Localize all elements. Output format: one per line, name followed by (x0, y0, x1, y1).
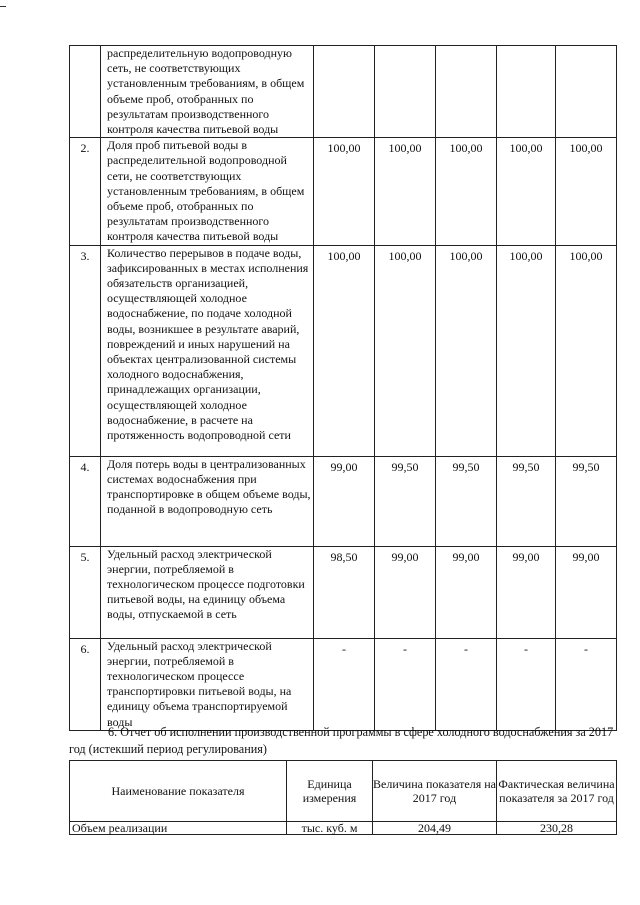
value-cell: 99,50 (375, 456, 436, 546)
indicator-name: Удельный расход электрической энергии, потребляемой в технологическом процессе транспортировки питьевой воды, на единицу объема транспортируемой воды (101, 638, 314, 730)
row-number: 4. (70, 456, 101, 546)
value-cell: - (436, 638, 497, 730)
table-row (70, 638, 617, 730)
value-cell: 100,00 (436, 245, 497, 456)
value-cell: 99,00 (375, 546, 436, 638)
value-cell: - (497, 638, 556, 730)
table-row (70, 822, 617, 835)
header-row (70, 761, 617, 822)
indicator-name: Количество перерывов в подаче воды, зафиксированных в местах исполнения обязательств организацией, осуществляющей холодное водоснабжение, по подаче холодной воды, возникшее в результате аварий, повреждений и иных нарушений на объектах централизованной системы холодного водоснабжения, принадлежащих организации, осуществляющей холодное водоснабжение, в расчете на протяженность водопроводной сети (101, 245, 314, 456)
value-cell: 100,00 (314, 138, 375, 245)
value-cell (375, 46, 436, 138)
actual-value-cell: 230,28 (497, 822, 617, 835)
table-row (70, 245, 617, 456)
value-cell: - (375, 638, 436, 730)
indicator-name: Доля проб питьевой воды в распределительной водопроводной сети, не соответствующих установленным требованиям, в общем объеме проб, отобранных по результатам производственного контроля качества питьевой воды (101, 138, 314, 245)
indicator-name: распределительную водопроводную сеть, не соответствующих установленным требованиям, в общем объеме проб, отобранных по результатам производственного контроля качества питьевой воды (101, 46, 314, 138)
value-cell: 99,00 (497, 546, 556, 638)
value-cell (497, 46, 556, 138)
header-indicator-name: Наименование показателя (70, 761, 287, 822)
report-table (69, 760, 617, 835)
unit-cell: тыс. куб. м (287, 822, 373, 835)
row-number (70, 46, 101, 138)
value-cell: 100,00 (314, 245, 375, 456)
table-row (70, 456, 617, 546)
indicator-name: Удельный расход электрической энергии, потребляемой в технологическом процессе подготовки питьевой воды, на единицу объема воды, отпускаемой в сеть (101, 546, 314, 638)
value-cell: 99,50 (497, 456, 556, 546)
table-row (70, 138, 617, 245)
value-cell: 99,00 (314, 456, 375, 546)
value-cell: 99,00 (556, 546, 617, 638)
value-cell: 100,00 (375, 245, 436, 456)
header-actual-value: Фактическая величина показателя за 2017 год (497, 761, 617, 822)
value-cell: 99,50 (556, 456, 617, 546)
value-cell: 100,00 (556, 138, 617, 245)
row-number: 5. (70, 546, 101, 638)
value-cell: 98,50 (314, 546, 375, 638)
value-cell: 100,00 (497, 245, 556, 456)
value-cell: 100,00 (436, 138, 497, 245)
value-cell: - (314, 638, 375, 730)
indicator-name: Доля потерь воды в централизованных системах водоснабжения при транспортировке в общем объеме воды, поданной в водопроводную сеть (101, 456, 314, 546)
row-number: 2. (70, 138, 101, 245)
value-cell: 99,50 (436, 456, 497, 546)
value-cell: - (556, 638, 617, 730)
value-cell: 100,00 (556, 245, 617, 456)
table-row (70, 546, 617, 638)
value-cell: 100,00 (375, 138, 436, 245)
table-row (70, 46, 617, 138)
indicators-table (69, 45, 617, 731)
value-cell (556, 46, 617, 138)
row-number: 3. (70, 245, 101, 456)
value-cell (436, 46, 497, 138)
row-number: 6. (70, 638, 101, 730)
header-planned-value: Величина показателя на 2017 год (373, 761, 497, 822)
planned-value-cell: 204,49 (373, 822, 497, 835)
corner-mark (0, 6, 6, 7)
indicator-name: Объем реализации (70, 822, 287, 835)
section-6-heading (69, 724, 619, 758)
value-cell: 100,00 (497, 138, 556, 245)
value-cell: 99,00 (436, 546, 497, 638)
value-cell (314, 46, 375, 138)
section-6-text: 6. Отчет об исполнении производственной программы в сфере холодного водоснабжения за 2017 год (истекший период регулирования) (69, 725, 614, 756)
header-unit: Единица измерения (287, 761, 373, 822)
